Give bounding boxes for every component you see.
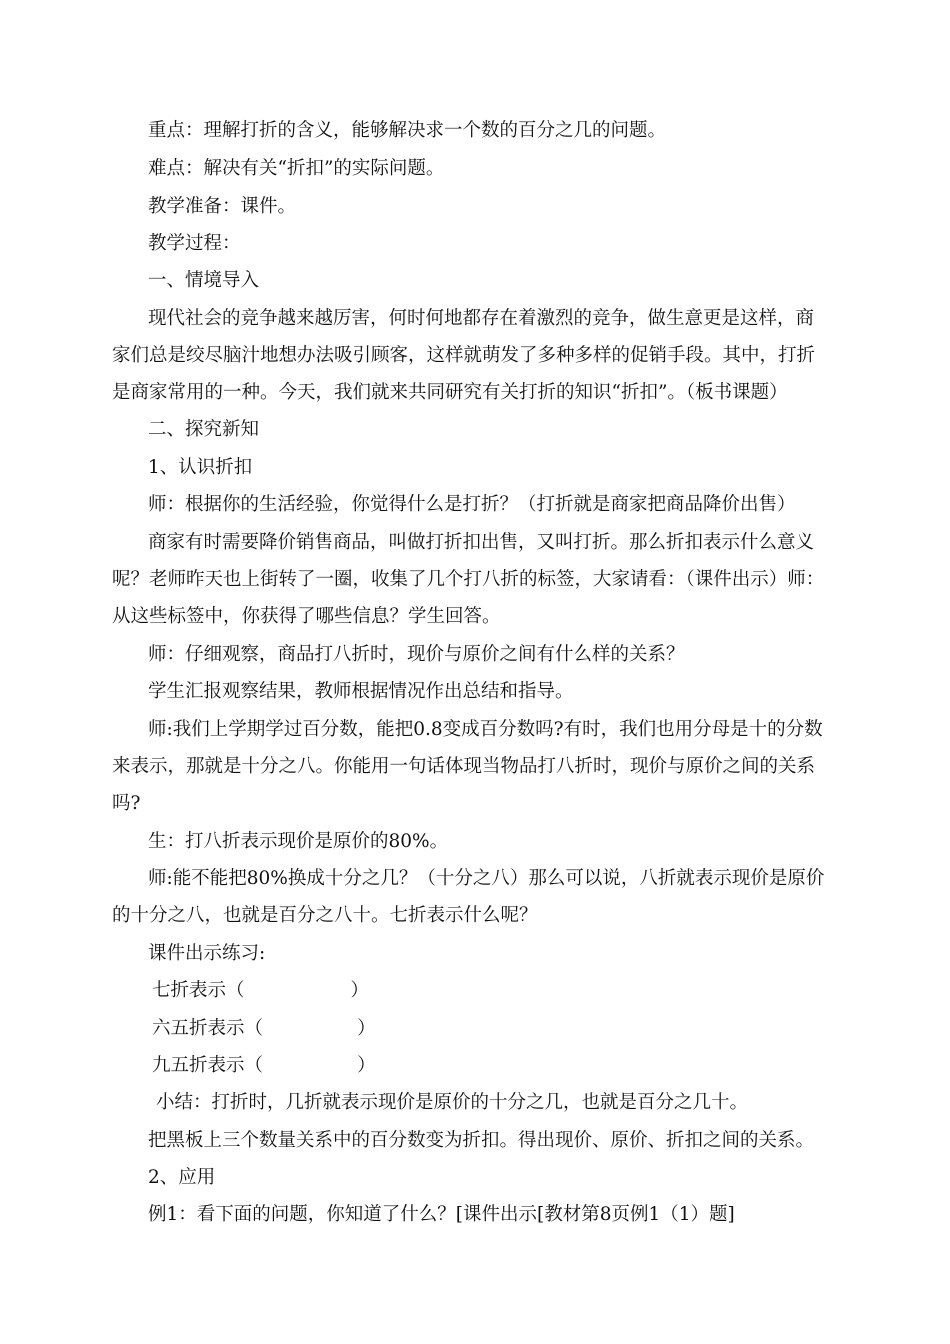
subsection-heading: 1、认识折扣 bbox=[148, 457, 253, 478]
paragraph-line: 呢？老师昨天也上街转了一圈，收集了几个打八折的标签，大家请看：（课件出示）师： bbox=[112, 569, 825, 590]
paragraph-line: 师:能不能把80%换成十分之几？（十分之八）那么可以说，八折就表示现价是原价 bbox=[148, 868, 825, 889]
section-2-heading: 二、探究新知 bbox=[148, 419, 260, 440]
preparation-line: 教学准备：课件。 bbox=[148, 196, 297, 217]
paragraph-line: 家们总是绞尽脑汁地想办法吸引顾客，这样就萌发了多种多样的促销手段。其中，打折 bbox=[112, 345, 816, 366]
paragraph-line: 来表示，那就是十分之八。你能用一句话体现当物品打八折时，现价与原价之间的关系 bbox=[112, 756, 816, 777]
subsection-heading: 2、应用 bbox=[148, 1167, 216, 1188]
example-line: 例1：看下面的问题，你知道了什么？[课件出示[教材第8页例1（1）题] bbox=[148, 1204, 735, 1225]
exercise-heading: 课件出示练习: bbox=[148, 943, 266, 964]
paragraph-line: 商家有时需要降价销售商品，叫做打折扣出售，又叫打折。那么折扣表示什么意义 bbox=[148, 532, 815, 553]
exercise-item: 六五折表示（ ） bbox=[152, 1018, 376, 1039]
paragraph-line: 学生汇报观察结果，教师根据情况作出总结和指导。 bbox=[148, 681, 574, 702]
paragraph-line: 吗? bbox=[112, 793, 141, 814]
key-point-line: 重点：理解打折的含义，能够解决求一个数的百分之几的问题。 bbox=[148, 120, 667, 141]
paragraph-line: 的十分之八，也就是百分之八十。七折表示什么呢？ bbox=[112, 905, 538, 926]
paragraph-line: 现代社会的竞争越来越厉害，何时何地都存在着激烈的竞争，做生意更是这样，商 bbox=[148, 308, 815, 329]
paragraph-line: 生：打八折表示现价是原价的80%。 bbox=[148, 831, 449, 852]
paragraph-line: 师：根据你的生活经验，你觉得什么是打折？（打折就是商家把商品降价出售） bbox=[148, 494, 796, 515]
paragraph-line: 师:我们上学期学过百分数，能把0.8变成百分数吗?有时，我们也用分母是十的分数 bbox=[148, 719, 823, 740]
exercise-item: 七折表示（ ） bbox=[152, 980, 369, 1001]
paragraph-line: 从这些标签中，你获得了哪些信息？学生回答。 bbox=[112, 606, 501, 627]
difficulty-line: 难点：解决有关“折扣”的实际问题。 bbox=[148, 158, 445, 179]
paragraph-line: 把黑板上三个数量关系中的百分数变为折扣。得出现价、原价、折扣之间的关系。 bbox=[148, 1130, 815, 1151]
paragraph-line: 师：仔细观察，商品打八折时，现价与原价之间有什么样的关系？ bbox=[148, 644, 685, 665]
summary-line: 小结：打折时，几折就表示现价是原价的十分之几，也就是百分之几十。 bbox=[156, 1092, 749, 1113]
section-1-heading: 一、情境导入 bbox=[148, 270, 260, 291]
paragraph-line: 是商家常用的一种。今天，我们就来共同研究有关打折的知识“折扣”。（板书课题） bbox=[112, 382, 788, 403]
exercise-item: 九五折表示（ ） bbox=[152, 1055, 376, 1076]
process-heading: 教学过程： bbox=[148, 233, 241, 254]
